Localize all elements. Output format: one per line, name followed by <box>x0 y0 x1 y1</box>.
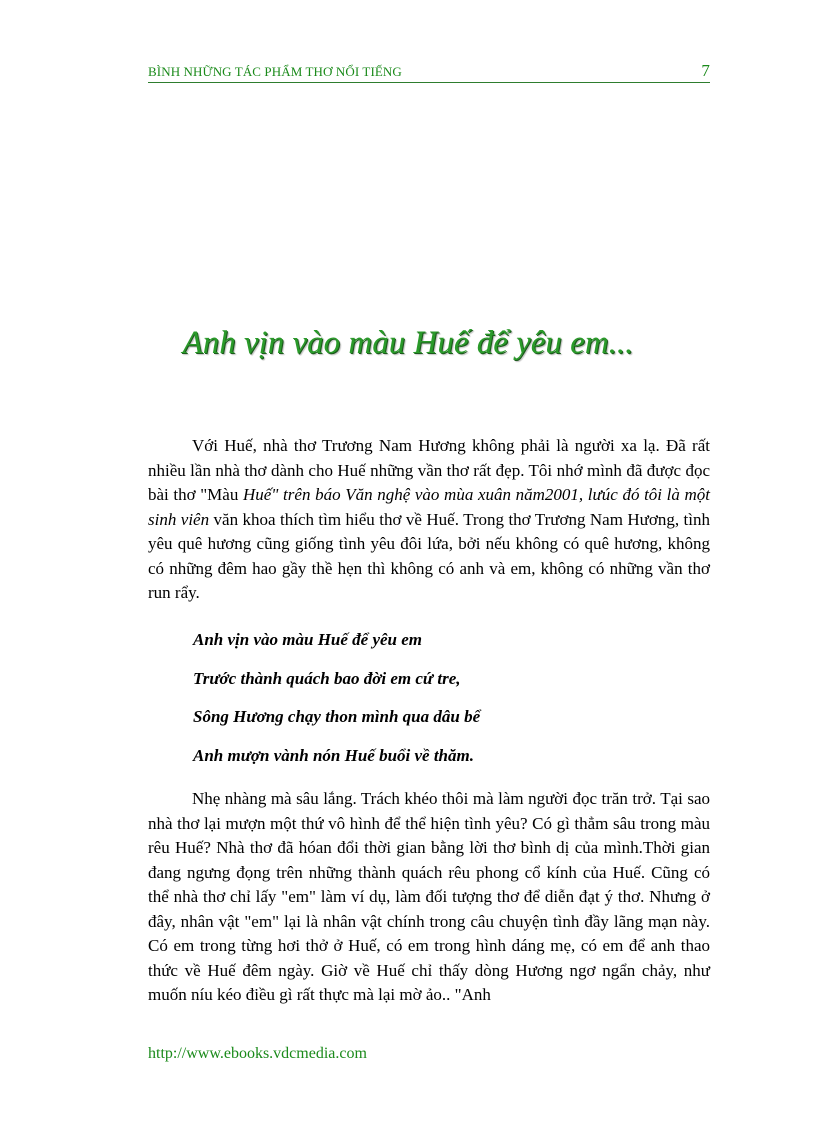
footer-link[interactable]: http://www.ebooks.vdcmedia.com <box>148 1045 367 1062</box>
verse-line: Anh vịn vào màu Huế để yêu em <box>193 630 423 649</box>
header-title: BÌNH NHỮNG TÁC PHẨM THƠ NỔI TIẾNG <box>148 64 402 79</box>
page-number: 7 <box>701 61 710 80</box>
intro-text-italic: Huế" trên báo Văn nghệ vào mùa xuân năm2001, lưúc đó tôi là một sinh viên <box>148 485 710 529</box>
verse-line: Trước thành quách bao đời em cứ tre, <box>193 668 461 688</box>
intro-paragraph <box>148 434 710 606</box>
intro-text-start: Với Huế, nhà thơ Trương Nam Hương không phải là người xa lạ. Đã rất nhiều lần nhà thơ dành cho Huế những vần thơ rất đẹp. Tôi nhớ mình đã được đọc bài thơ "Màu <box>148 436 710 504</box>
verse-line: Sông Hương chạy thon mình qua dâu bể <box>193 707 481 726</box>
article-title: Anh vịn vào màu Huế để yêu em... <box>182 325 634 361</box>
verse-line: Anh mượn vành nón Huế buổi về thăm. <box>193 745 474 765</box>
page-header <box>148 62 710 83</box>
analysis-paragraph <box>148 787 710 1008</box>
analysis-text: Nhẹ nhàng mà sâu lắng. Trách khéo thôi mà làm người đọc trăn trở. Tại sao nhà thơ lại mượn một thứ vô hình để thể hiện tình yêu? Có gì thẳm sâu trong màu rêu Huế? Nhà thơ đã hóan đổi thời gian bằng lời thơ bình dị của mình.Thời gian đang ngưng đọng trên những thành quách rêu phong cổ kính của Huế. Cũng có thể nhà thơ chỉ lấy "em" làm ví dụ, làm đối tượng thơ để diễn đạt ý thơ. Nhưng ở đây, nhân vật "em" lại là nhân vật chính trong câu chuyện tình đầy lãng mạn này. Có em trong từng hơi thở ở Huế, có em trong hình dáng mẹ, có em để anh thao thức về Huế đêm ngày. Giờ về Huế chỉ thấy dòng Hương ngơ ngẩn chảy, như muốn níu kéo điều gì rất thực mà lại mờ ảo.. "Anh <box>148 789 710 1004</box>
poem-excerpt <box>193 628 713 782</box>
intro-text-end: văn khoa thích tìm hiểu thơ về Huế. Trong thơ Trương Nam Hương, tình yêu quê hương cũng giống tình yêu đôi lứa, bởi nếu không có quê hương, không có những đêm hao gầy thề hẹn thì không có anh và em, không có những vần thơ run rẩy. <box>148 509 710 602</box>
